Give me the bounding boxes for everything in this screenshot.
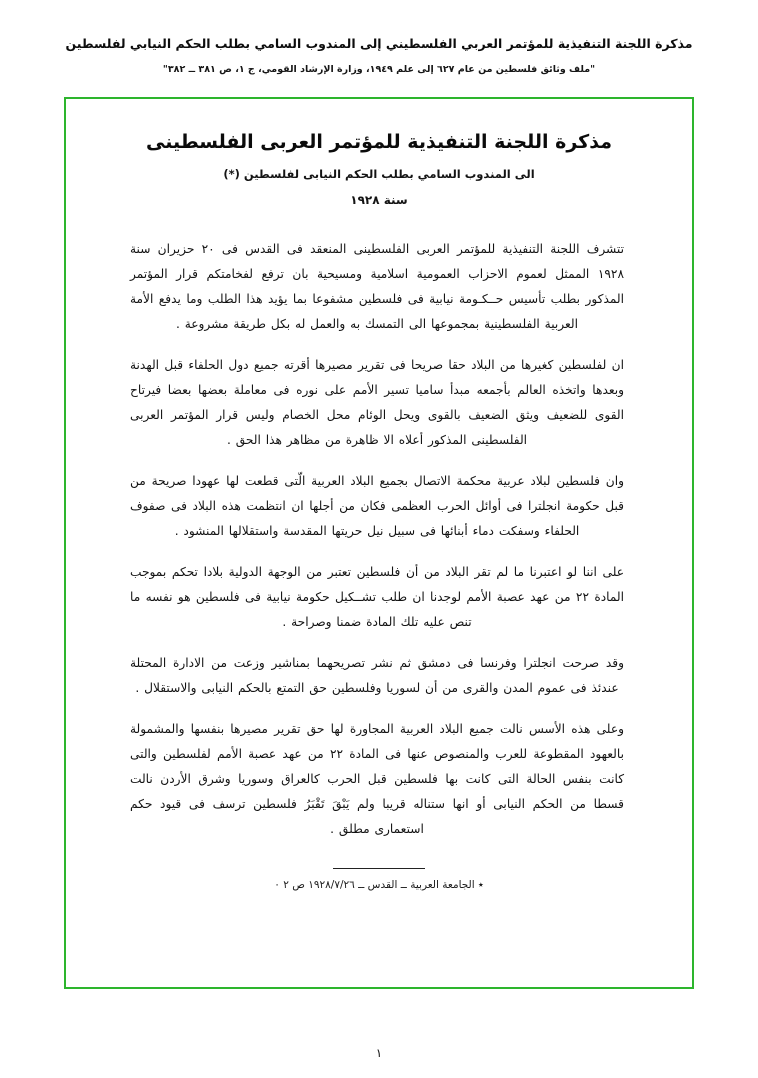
paragraph: وقد صرحت انجلترا وفرنسا فى دمشق ثم نشر تصريحهما بمناشير وزعت من الادارة المحتلة عندئذ فى عموم المدن والقرى من أن لسوريا وفلسطين حق التمتع بالحكم النيابى والاستقلال . — [130, 656, 624, 696]
page-title: مذكرة اللجنة التنفيذية للمؤتمر العربي الفلسطيني إلى المندوب السامي بطلب الحكم النيابي لفلسطين — [65, 36, 693, 51]
document-title: مذكرة اللجنة التنفيذية للمؤتمر العربى الفلسطينى — [146, 131, 612, 153]
page-number: ١ — [375, 1046, 383, 1060]
document-date: سنة ١٩٢٨ — [350, 193, 408, 207]
footnote-divider — [333, 868, 425, 869]
paragraph: على اننا لو اعتبرنا ما لم تقر البلاد من أن فلسطين تعتبر من الوجهة الدولية بلادا تحكم بموجب المادة ٢٢ من عهد عصبة الأمم لوجدنا ان طلب تشــكيل حكومة نيابية فى فلسطين هو نفسه ما تنص عليه تلك المادة ضمنا وصراحة . — [130, 565, 625, 630]
footnote: ٭ الجامعة العربية ــ القدس ــ ١٩٢٨/٧/٢٦ ص ٢ ٠ — [274, 879, 484, 892]
paragraph: وان فلسطين لبلاد عربية محكمة الاتصال بجميع البلاد العربية الّتى قطعت لها عهودا صريحة من قبل حكومة انجلترا فى أوائل الحرب العظمى فكان من أجلها ان انتظمت هذه البلاد فى صفوف الحلفاء وسفكت دماء أبنائها فى سبيل نيل حريتها المقدسة واستقلالها المنشود . — [130, 474, 624, 539]
paragraph: تتشرف اللجنة التنفيذية للمؤتمر العربى الفلسطينى المنعقد فى القدس فى ٢٠ حزيران سنة ١٩٢٨ الممثل لعموم الاحزاب العمومية اسلامية ومسيحية بان ترفع لفخامتكم قرار المؤتمر المذكور بطلب تأسيس حــكـومة نيابية فى فلسطين مشفوعا بما يؤيد هذا الطلب وما يدفع الأمة العربية الفلسطينية بمجموعها الى التمسك به والعمل له بكل طريقة مشروعة . — [130, 242, 625, 332]
paragraph: ان لفلسطين كغيرها من البلاد حقا صريحا فى تقرير مصيرها أقرته جميع دول الحلفاء قبل الهدنة وبعدها واتخذه العالم بأجمعه مبدأ ساميا تسير الأمم على نوره فى معاملة بعضها بعضا فيرتاح القوى للضعيف ويثق الضعيف بالقوى ويحل الوئام محل الخصام وليس قرار المؤتمر العربى الفلسطينى المذكور أعلاه الا ظاهرة من مظاهر هذا الحق . — [130, 358, 624, 448]
source-citation: "ملف وثائق فلسطين من عام ٦٢٧ إلى علم ١٩٤٩، وزارة الإرشاد القومي، ج ١، ص ٣٨١ ــ ٣٨٢" — [162, 64, 596, 75]
document-body — [104, 237, 654, 842]
document-subtitle: الى المندوب السامي بطلب الحكم النيابى لفلسطين (*) — [223, 167, 535, 181]
document-header — [40, 34, 718, 75]
title-block — [104, 131, 654, 207]
paragraph: وعلى هذه الأسس نالت جميع البلاد العربية المجاورة لها حق تقرير مصيرها بنفسها والمشمولة بالعهود المقطوعة للعرب والمنصوص عنها فى المادة ٢٢ من عهد عصبة الأمم لفلسطين والتى كانت بنفس الحالة التى كانت بها فلسطين قبل الحرب كالعراق وسوريا وشرق الأردن نالت قسطا من الحكم النيابى أو انها ستناله قريبا ولم يَبْقَ تَقْبَرُ فلسطين ترسف فى قيود حكم استعمارى مطلق . — [130, 722, 624, 837]
content-frame — [64, 97, 694, 989]
